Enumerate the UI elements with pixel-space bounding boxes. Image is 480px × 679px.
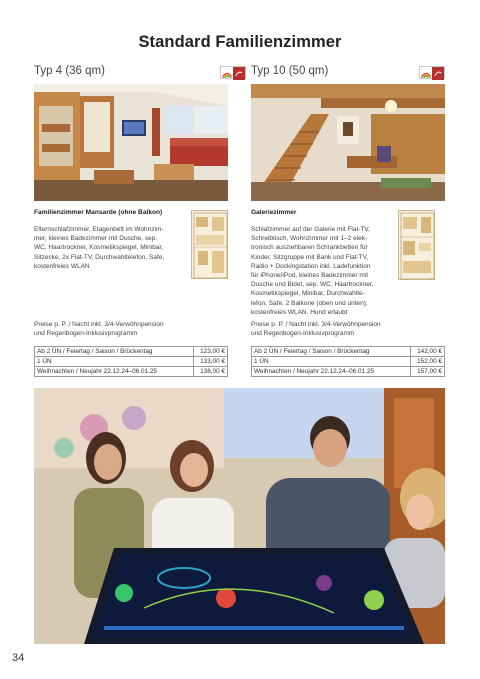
room-type-label: Typ 4 (36 qm) (34, 65, 105, 77)
price-label: Ab 2 ÜN / Feiertag / Saison / Brückentag (35, 347, 194, 357)
room-description-line: für iPhone/iPod, kleines Badezimmer mit (251, 272, 369, 280)
price-value: 157,00 € (411, 367, 445, 377)
gallery-room-photo (251, 84, 445, 201)
rainbow-badge-icon (419, 66, 445, 79)
room-description-line: Dusche und Bidet, sep. WC, Haartrockner, (251, 281, 374, 289)
bedroom-photo (34, 84, 228, 201)
floor-plan-image (398, 210, 435, 280)
price-value: 152,00 € (411, 357, 445, 367)
room-description-line: Schreibtisch, Wohnzimmer mit 1–2 elek- (251, 235, 368, 243)
price-label: Weihnachten / Neujahr 22.12.24–06.01.25 (252, 367, 411, 377)
table-row (252, 347, 445, 357)
room-description-line: Kosmetikspiegel, Minibar, Durchwahlte- (251, 290, 365, 298)
price-intro-line: und Regenbogen-Inklusivprogramm (251, 330, 355, 338)
room-column-typ-4 (34, 64, 246, 270)
room-description-line: Elternschlafzimmer, Etagenbett im Wohnzim- (34, 226, 164, 233)
table-row (252, 367, 445, 377)
table-row (35, 357, 228, 367)
room-name: Familienzimmer Mansarde (ohne Balkon) (34, 209, 163, 216)
rainbow-badge-icon (220, 66, 246, 79)
room-description-line: kostenfreies WLAN. Hund erlaubt (251, 308, 348, 316)
price-intro (251, 320, 451, 338)
price-intro-line: und Regenbogen-Inklusivprogramm (34, 330, 138, 338)
price-value: 133,00 € (194, 357, 228, 367)
room-description-line: tronisch ausziehbaren Schrankbetten für (251, 244, 368, 252)
room-description-line: mer, kleines Badezimmer mit Dusche, sep. (34, 235, 158, 243)
room-description-line: Sitzecke, 2x Flat-TV, Durchwahltelefon, Safe, (34, 253, 165, 261)
room-description-line: Kinder, Sitzgruppe mit Bank und Flat-TV, (251, 253, 369, 261)
room-type-header (251, 64, 445, 82)
price-value: 142,00 € (411, 347, 445, 357)
room-description-line: kostenfreies WLAN (34, 262, 90, 270)
page-number: 34 (12, 652, 25, 664)
table-row (252, 357, 445, 367)
room-description-line: WC, Haartrockner, Kosmetikspiegel, Minibar, (34, 244, 163, 252)
room-type-label: Typ 10 (50 qm) (251, 65, 329, 77)
price-intro-line: Preise p. P. / Nacht inkl. 3/4-Verwöhnpension (251, 321, 381, 328)
price-table (34, 346, 228, 377)
room-column-typ-10 (251, 64, 445, 316)
room-name: Galeriezimmer (251, 209, 297, 216)
floor-plan-image (191, 210, 228, 279)
table-row (35, 347, 228, 357)
room-description-line: Schlafzimmer auf der Galerie mit Flat-TV, (251, 226, 370, 233)
family-game-table-photo (34, 388, 445, 644)
page-title: Standard Familienzimmer (138, 33, 342, 51)
price-intro (34, 320, 234, 338)
room-description-line: lefon, Safe, 2 Balkone (oben und unten), (251, 299, 368, 307)
room-description (251, 225, 391, 317)
price-intro-line: Preise p. P. / Nacht inkl. 3/4-Verwöhnpension (34, 321, 164, 328)
price-label: Ab 2 ÜN / Feiertag / Saison / Brückentag (252, 347, 411, 357)
price-value: 138,00 € (194, 367, 228, 377)
price-label: 1 ÜN (35, 357, 194, 367)
room-description-line: Radio + Dockingstation inkl. Ladefunktion (251, 262, 371, 270)
price-value: 123,00 € (194, 347, 228, 357)
price-label: 1 ÜN (252, 357, 411, 367)
price-table (251, 346, 445, 377)
room-description (34, 225, 182, 271)
table-row (35, 367, 228, 377)
room-type-header (34, 64, 246, 82)
price-label: Weihnachten / Neujahr 22.12.24–06.01.25 (35, 367, 194, 377)
